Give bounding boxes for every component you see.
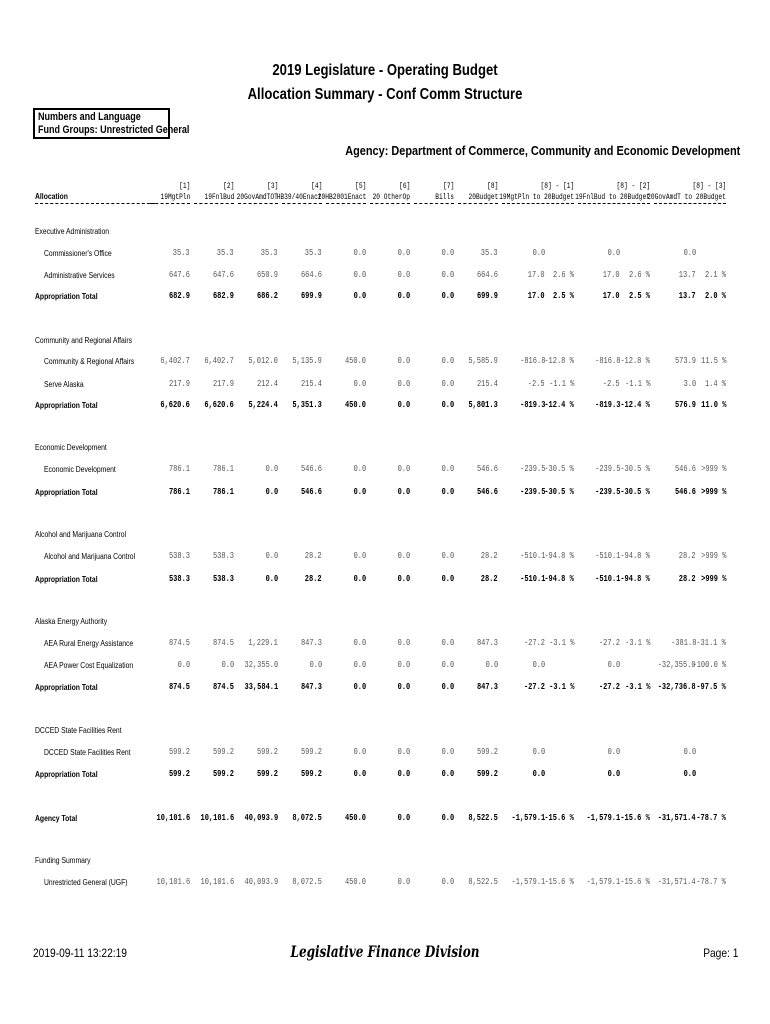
total-cell: 874.5	[212, 682, 234, 692]
table-cell: 0.0	[441, 379, 454, 389]
total-cell: -1,579.1	[586, 813, 620, 823]
table-cell: -30.5 %	[544, 464, 574, 474]
total-row-label: Appropriation Total	[35, 575, 98, 584]
column-header-underline	[370, 203, 410, 204]
column-name-header: HB39/40Enact	[277, 193, 322, 202]
table-cell: 546.6	[476, 464, 498, 474]
table-cell: 5,012.0	[248, 356, 278, 366]
table-cell: 0.0	[397, 660, 410, 670]
total-cell: 576.9	[674, 400, 696, 410]
total-cell: 699.9	[476, 291, 498, 301]
column-number-header: [2]	[222, 182, 234, 191]
total-cell: 11.0 %	[700, 400, 726, 410]
total-cell: 2.5 %	[552, 291, 574, 301]
filter-line-numbers: Numbers and Language	[38, 111, 141, 123]
total-row-label: Appropriation Total	[35, 770, 98, 779]
total-cell: 450.0	[344, 813, 366, 823]
table-cell: -2.5	[603, 379, 620, 389]
table-cell: 0.0	[607, 660, 620, 670]
total-cell: -3.1 %	[548, 682, 574, 692]
column-header-underline	[150, 203, 190, 204]
table-cell: 215.4	[300, 379, 322, 389]
total-cell: 6,620.6	[204, 400, 234, 410]
table-cell: >999 %	[700, 464, 726, 474]
total-cell: 2.5 %	[628, 291, 650, 301]
total-cell: -30.5 %	[544, 487, 574, 497]
total-cell: -239.5	[519, 487, 545, 497]
report-subtitle: Allocation Summary - Conf Comm Structure	[247, 86, 523, 103]
table-cell: 0.0	[353, 248, 366, 258]
table-cell: 0.0	[177, 660, 190, 670]
table-cell: 0.0	[353, 270, 366, 280]
table-cell: 0.0	[532, 747, 545, 757]
total-cell: -31,571.4	[658, 813, 696, 823]
table-cell: 450.0	[344, 356, 366, 366]
section-heading: Community and Regional Affairs	[35, 336, 133, 345]
allocation-column-header: Allocation	[35, 192, 68, 201]
total-cell: -12.4 %	[620, 400, 650, 410]
total-cell: -30.5 %	[620, 487, 650, 497]
table-cell: 0.0	[397, 270, 410, 280]
table-cell: 5,585.9	[468, 356, 498, 366]
total-cell: 0.0	[397, 769, 410, 779]
column-header-underline	[282, 203, 322, 204]
total-cell: 0.0	[607, 769, 620, 779]
total-cell: 0.0	[353, 487, 366, 497]
table-cell: -1.1 %	[548, 379, 574, 389]
total-cell: 0.0	[353, 682, 366, 692]
table-cell: -1.1 %	[624, 379, 650, 389]
filter-line-fund-groups: Fund Groups: Unrestricted General	[38, 124, 190, 136]
table-cell: 0.0	[353, 551, 366, 561]
table-cell: 0.0	[397, 379, 410, 389]
table-cell: 0.0	[441, 660, 454, 670]
total-cell: -819.3	[519, 400, 545, 410]
total-cell: 0.0	[441, 682, 454, 692]
total-cell: 0.0	[441, 487, 454, 497]
column-name-header: 20 OtherOp	[372, 193, 410, 202]
table-cell: 0.0	[683, 747, 696, 757]
report-timestamp: 2019-09-11 13:22:19	[33, 946, 127, 960]
column-number-header: [8] - [1]	[540, 182, 574, 191]
total-cell: 13.7	[679, 291, 696, 301]
total-cell: 0.0	[683, 769, 696, 779]
total-cell: -27.2	[598, 682, 620, 692]
total-cell: -12.4 %	[544, 400, 574, 410]
table-cell: 0.0	[683, 248, 696, 258]
column-header-underline	[654, 203, 726, 204]
table-cell: 599.2	[212, 747, 234, 757]
column-header-underline	[238, 203, 278, 204]
filter-box	[33, 108, 190, 139]
allocation-header-underline	[35, 203, 155, 204]
table-cell: -27.2	[598, 638, 620, 648]
total-row-label: Appropriation Total	[35, 683, 98, 692]
column-number-header: [7]	[442, 182, 454, 191]
table-cell: 0.0	[353, 379, 366, 389]
table-cell: 17.0	[603, 270, 620, 280]
table-cell: 647.6	[212, 270, 234, 280]
table-cell: 17.0	[528, 270, 545, 280]
table-cell: 215.4	[476, 379, 498, 389]
column-name-header: 20GovAmdTOT	[236, 193, 278, 202]
table-cell: 546.6	[300, 464, 322, 474]
total-cell: 0.0	[532, 769, 545, 779]
table-cell: 217.9	[168, 379, 190, 389]
allocation-row-label: Administrative Services	[44, 271, 115, 280]
table-cell: 5,135.9	[292, 356, 322, 366]
total-cell: 0.0	[397, 813, 410, 823]
table-cell: 35.3	[481, 248, 498, 258]
table-cell: 0.0	[265, 464, 278, 474]
allocation-row-label: Alcohol and Marijuana Control	[44, 552, 136, 561]
total-cell: 682.9	[168, 291, 190, 301]
total-cell: 0.0	[397, 487, 410, 497]
total-cell: 10,101.6	[200, 813, 234, 823]
column-name-header: 19MgtPln	[160, 193, 190, 202]
table-cell: -510.1	[519, 551, 545, 561]
total-cell: 546.6	[674, 487, 696, 497]
total-cell: 8,522.5	[468, 813, 498, 823]
page-number: Page: 1	[702, 946, 738, 960]
table-cell: -239.5	[594, 464, 620, 474]
total-cell: 546.6	[476, 487, 498, 497]
table-cell: 0.0	[441, 270, 454, 280]
table-cell: 28.2	[305, 551, 322, 561]
total-cell: 0.0	[353, 291, 366, 301]
column-header-underline	[578, 203, 650, 204]
table-cell: 2.6 %	[628, 270, 650, 280]
total-cell: 599.2	[168, 769, 190, 779]
column-number-header: [5]	[354, 182, 366, 191]
table-cell: 0.0	[441, 248, 454, 258]
total-cell: 0.0	[265, 574, 278, 584]
table-cell: -12.8 %	[620, 356, 650, 366]
total-cell: 599.2	[300, 769, 322, 779]
total-cell: 0.0	[397, 291, 410, 301]
total-cell: -3.1 %	[624, 682, 650, 692]
total-cell: 10,101.6	[156, 813, 190, 823]
table-cell: 0.0	[397, 356, 410, 366]
table-cell: 664.6	[300, 270, 322, 280]
total-cell: 0.0	[441, 813, 454, 823]
section-heading: Economic Development	[35, 443, 107, 452]
allocation-row-label: Economic Development	[44, 465, 116, 474]
table-cell: -2.5	[528, 379, 545, 389]
table-cell: 573.9	[674, 356, 696, 366]
total-cell: 17.0	[603, 291, 620, 301]
table-cell: 0.0	[397, 248, 410, 258]
table-cell: 847.3	[476, 638, 498, 648]
table-cell: 599.2	[476, 747, 498, 757]
table-cell: 0.0	[353, 747, 366, 757]
table-cell: 40,093.9	[244, 877, 278, 887]
total-cell: 546.6	[300, 487, 322, 497]
column-number-header: [8] - [2]	[616, 182, 650, 191]
column-number-header: [1]	[178, 182, 190, 191]
total-cell: 0.0	[265, 487, 278, 497]
table-cell: -239.5	[519, 464, 545, 474]
column-header-underline	[414, 203, 454, 204]
total-cell: 599.2	[212, 769, 234, 779]
total-cell: 786.1	[168, 487, 190, 497]
total-cell: 2.0 %	[704, 291, 726, 301]
total-cell: 0.0	[441, 574, 454, 584]
table-cell: 10,101.6	[156, 877, 190, 887]
table-cell: 0.0	[441, 638, 454, 648]
table-cell: 0.0	[441, 551, 454, 561]
total-cell: 0.0	[441, 769, 454, 779]
table-cell: 0.0	[309, 660, 322, 670]
table-cell: 450.0	[344, 877, 366, 887]
total-cell: 5,801.3	[468, 400, 498, 410]
table-cell: 0.0	[441, 747, 454, 757]
total-cell: 0.0	[353, 769, 366, 779]
total-cell: -239.5	[594, 487, 620, 497]
total-cell: -94.8 %	[544, 574, 574, 584]
total-row-label: Appropriation Total	[35, 292, 98, 301]
section-heading: Funding Summary	[35, 856, 91, 865]
total-cell: 40,093.9	[244, 813, 278, 823]
total-row-label: Agency Total	[35, 814, 78, 823]
table-cell: 212.4	[256, 379, 278, 389]
table-cell: 35.3	[261, 248, 278, 258]
total-cell: 847.3	[476, 682, 498, 692]
table-cell: 0.0	[353, 660, 366, 670]
total-cell: 874.5	[168, 682, 190, 692]
total-cell: 699.9	[300, 291, 322, 301]
total-cell: -78.7 %	[696, 813, 726, 823]
total-cell: 33,584.1	[244, 682, 278, 692]
table-cell: >999 %	[700, 551, 726, 561]
total-cell: 538.3	[168, 574, 190, 584]
total-cell: 8,072.5	[292, 813, 322, 823]
table-cell: 546.6	[674, 464, 696, 474]
total-cell: >999 %	[700, 574, 726, 584]
total-cell: -510.1	[594, 574, 620, 584]
allocation-row-label: Unrestricted General (UGF)	[44, 878, 128, 887]
division-signature: Legislative Finance Division	[290, 942, 480, 961]
table-cell: 6,402.7	[160, 356, 190, 366]
agency-title: Agency: Department of Commerce, Community and Economic Development	[344, 143, 740, 158]
table-cell: -510.1	[594, 551, 620, 561]
total-cell: 0.0	[397, 400, 410, 410]
total-cell: 0.0	[441, 400, 454, 410]
total-cell: 786.1	[212, 487, 234, 497]
table-cell: 0.0	[397, 747, 410, 757]
table-cell: 599.2	[256, 747, 278, 757]
table-cell: 0.0	[485, 660, 498, 670]
table-cell: 0.0	[441, 464, 454, 474]
table-cell: -816.8	[594, 356, 620, 366]
column-name-header: 20HB2001Enact	[317, 193, 366, 202]
table-cell: -78.7 %	[696, 877, 726, 887]
column-number-header: [4]	[310, 182, 322, 191]
section-heading: Executive Administration	[35, 227, 110, 236]
total-cell: -510.1	[519, 574, 545, 584]
table-cell: 2.6 %	[552, 270, 574, 280]
table-cell: 874.5	[168, 638, 190, 648]
table-cell: 3.0	[683, 379, 696, 389]
total-cell: 28.2	[679, 574, 696, 584]
total-cell: 599.2	[476, 769, 498, 779]
table-cell: 1.4 %	[704, 379, 726, 389]
total-cell: 682.9	[212, 291, 234, 301]
table-cell: 0.0	[532, 660, 545, 670]
report-title: 2019 Legislature - Operating Budget	[272, 62, 498, 79]
table-cell: -3.1 %	[548, 638, 574, 648]
table-cell: 13.7	[679, 270, 696, 280]
total-cell: 0.0	[353, 574, 366, 584]
total-cell: 28.2	[481, 574, 498, 584]
total-cell: 6,620.6	[160, 400, 190, 410]
total-cell: 28.2	[305, 574, 322, 584]
total-cell: -27.2	[523, 682, 545, 692]
table-cell: -31.1 %	[696, 638, 726, 648]
table-cell: -15.6 %	[620, 877, 650, 887]
column-number-header: [8] - [3]	[692, 182, 726, 191]
column-number-header: [6]	[398, 182, 410, 191]
table-cell: 0.0	[221, 660, 234, 670]
table-cell: 35.3	[173, 248, 190, 258]
table-cell: -381.8	[670, 638, 696, 648]
allocation-row-label: Serve Alaska	[44, 380, 84, 389]
table-cell: -816.8	[519, 356, 545, 366]
table-cell: 874.5	[212, 638, 234, 648]
table-cell: -1,579.1	[511, 877, 545, 887]
total-cell: 17.0	[528, 291, 545, 301]
allocation-row-label: AEA Rural Energy Assistance	[44, 639, 134, 648]
column-name-header: Bills	[435, 193, 454, 202]
table-cell: 0.0	[397, 877, 410, 887]
table-cell: 35.3	[217, 248, 234, 258]
column-name-header: 20GovAmdT to 20Budget	[647, 193, 726, 202]
section-heading: DCCED State Facilities Rent	[35, 726, 122, 735]
section-heading: Alcohol and Marijuana Control	[35, 530, 127, 539]
table-cell: 28.2	[481, 551, 498, 561]
column-name-header: 19FnlBud to 20Budget	[575, 193, 650, 202]
table-cell: 0.0	[265, 551, 278, 561]
column-number-header: [8]	[486, 182, 498, 191]
table-cell: 0.0	[397, 464, 410, 474]
table-cell: 786.1	[212, 464, 234, 474]
column-name-header: 20Budget	[468, 193, 498, 202]
table-cell: 538.3	[212, 551, 234, 561]
total-cell: >999 %	[700, 487, 726, 497]
total-cell: -97.5 %	[696, 682, 726, 692]
allocation-row-label: AEA Power Cost Equalization	[44, 661, 134, 670]
table-cell: 599.2	[300, 747, 322, 757]
total-cell: -94.8 %	[620, 574, 650, 584]
total-row-label: Appropriation Total	[35, 401, 98, 410]
table-cell: -31,571.4	[658, 877, 696, 887]
table-cell: -3.1 %	[624, 638, 650, 648]
table-cell: -1,579.1	[586, 877, 620, 887]
total-cell: 599.2	[256, 769, 278, 779]
table-cell: 0.0	[397, 638, 410, 648]
total-cell: 450.0	[344, 400, 366, 410]
allocation-row-label: Community & Regional Affairs	[44, 357, 135, 366]
total-cell: -15.6 %	[544, 813, 574, 823]
table-cell: 664.6	[476, 270, 498, 280]
table-cell: 0.0	[353, 464, 366, 474]
section-heading: Alaska Energy Authority	[35, 617, 108, 626]
table-cell: 8,522.5	[468, 877, 498, 887]
total-cell: 0.0	[397, 682, 410, 692]
table-cell: 0.0	[607, 747, 620, 757]
column-name-header: 19MgtPln to 20Budget	[499, 193, 574, 202]
table-cell: 10,101.6	[200, 877, 234, 887]
total-cell: -819.3	[594, 400, 620, 410]
table-cell: 35.3	[305, 248, 322, 258]
total-cell: 0.0	[397, 574, 410, 584]
table-cell: 0.0	[397, 551, 410, 561]
table-cell: -15.6 %	[544, 877, 574, 887]
total-cell: 538.3	[212, 574, 234, 584]
column-header-underline	[502, 203, 574, 204]
total-cell: 5,224.4	[248, 400, 278, 410]
total-cell: 5,351.3	[292, 400, 322, 410]
total-cell: 0.0	[441, 291, 454, 301]
table-cell: 2.1 %	[704, 270, 726, 280]
column-number-header: [3]	[266, 182, 278, 191]
table-cell: 847.3	[300, 638, 322, 648]
table-cell: 1,229.1	[248, 638, 278, 648]
column-name-header: 19FnlBud	[204, 193, 234, 202]
total-row-label: Appropriation Total	[35, 488, 98, 497]
column-header-underline	[458, 203, 498, 204]
table-cell: 6,402.7	[204, 356, 234, 366]
table-cell: 0.0	[607, 248, 620, 258]
table-cell: 0.0	[353, 638, 366, 648]
table-cell: -27.2	[523, 638, 545, 648]
total-cell: -32,736.8	[658, 682, 696, 692]
table-cell: 0.0	[441, 356, 454, 366]
table-cell: 28.2	[679, 551, 696, 561]
column-header-underline	[326, 203, 366, 204]
table-cell: 8,072.5	[292, 877, 322, 887]
table-cell: 11.5 %	[700, 356, 726, 366]
table-cell: 32,355.0	[244, 660, 278, 670]
table-cell: 786.1	[168, 464, 190, 474]
table-cell: 647.6	[168, 270, 190, 280]
table-cell: 538.3	[168, 551, 190, 561]
table-cell: 0.0	[441, 877, 454, 887]
table-cell: -94.8 %	[544, 551, 574, 561]
table-cell: -100.0 %	[692, 660, 726, 670]
table-cell: -32,355.0	[658, 660, 696, 670]
table-cell: -12.8 %	[544, 356, 574, 366]
table-cell: 599.2	[168, 747, 190, 757]
column-header-underline	[194, 203, 234, 204]
table-cell: -30.5 %	[620, 464, 650, 474]
table-cell: 650.9	[256, 270, 278, 280]
total-cell: 847.3	[300, 682, 322, 692]
table-cell: 0.0	[532, 248, 545, 258]
total-cell: 686.2	[256, 291, 278, 301]
allocation-row-label: Commissioner's Office	[44, 249, 112, 258]
total-cell: -15.6 %	[620, 813, 650, 823]
allocation-row-label: DCCED State Facilities Rent	[44, 748, 131, 757]
table-cell: 217.9	[212, 379, 234, 389]
total-cell: -1,579.1	[511, 813, 545, 823]
table-cell: -94.8 %	[620, 551, 650, 561]
